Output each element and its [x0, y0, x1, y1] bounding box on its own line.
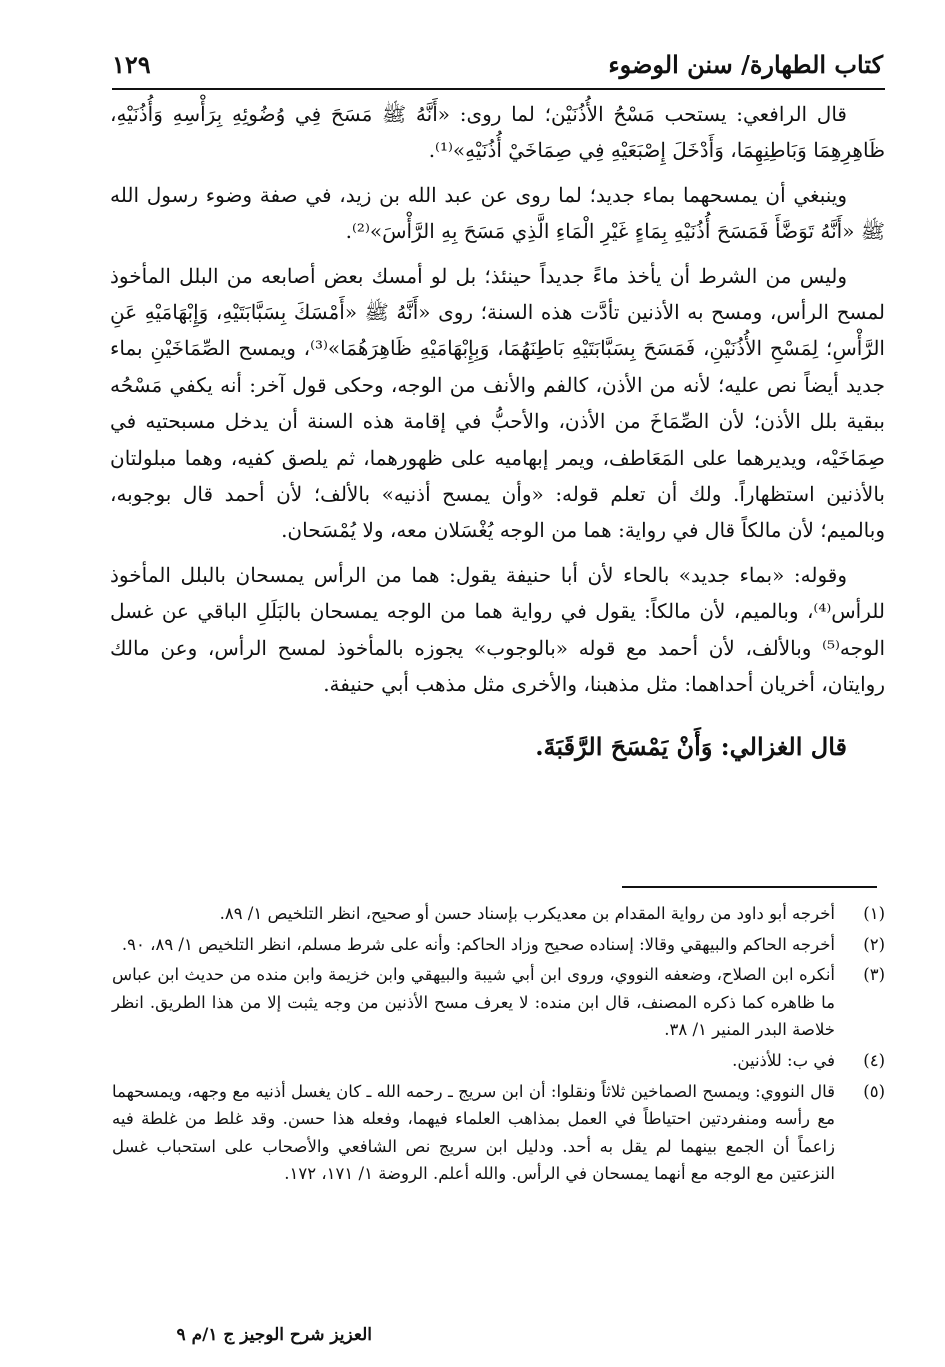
footnote-number: (٤) [863, 1050, 885, 1070]
footnote-text: أنكره ابن الصلاح، وضعفه النووي، وروى ابن أبي شيبة والبيهقي وابن خزيمة وابن منده من حديث ابن عباس ما ظاهره كما ذكره المصنف، قال ابن منده: لا يعرف مسح الأذنين من وجه يثبت إلا من هذا الطريق. انظر خلاصة البدر المنير ١/ ٣٨. [112, 965, 835, 1040]
footnote-3 [112, 961, 885, 1044]
page-number: ١٢٩ [112, 49, 151, 79]
footnote-text: في ب: للأذنين. [732, 1050, 835, 1070]
paragraph-qawluhu: وقوله: «بماء جديد» بالحاء لأن أبا حنيفة يقول: هما من الرأس يمسحان بالبلل المأخوذ للرأس⁽⁴⁾، وبالميم، لأن مالكاً: يقول في رواية هما من الوجه يمسحان بالبَلَلِ الباقي عن غسل الوجه⁽⁵⁾ وبالألف، لأن أحمد مع قوله «بالوجوب» يجوزه بالمأخوذ لمسح الرأس، وعن مالك روايتان، أخريان أحداهما: مثل مذهبنا، والأخرى مثل مذهب أبي حنيفة. [110, 562, 885, 697]
ghazali-heading: قال الغزالي: وَأَنْ يَمْسَحَ الرَّقَبَةَ. [535, 731, 847, 761]
paragraph-rafii: قال الرافعي: يستحب مَسْحُ الأُذُنَيْن؛ لما روى: «أَنَّهُ ﷺ مَسَحَ فِي وُضُوئِهِ بِرَأْسِهِ وَأُذُنَيْهِ، ظَاهِرِهِمَا وَبَاطِنِهِمَا، وَأَدْخَلَ إِصْبَعَيْهِ فِي صِمَاخَيْ أُذُنَيْهِ»⁽¹⁾. [110, 102, 885, 163]
footnote-text: أخرجه أبو داود من رواية المقدام بن معديكرب بإسناد حسن أو صحيح، انظر التلخيص ١/ ٨٩. [219, 904, 835, 923]
footnote-number: (١) [863, 904, 885, 923]
footnote-divider [622, 886, 877, 888]
paragraph-condition: وليس من الشرط أن يأخذ ماءً جديداً حينئذ؛ بل لو أمسك بعض أصابعه من البلل المأخوذ لمسح الرأس، ومسح به الأذنين تأدَّت هذه السنة؛ روى «أَنَّهُ ﷺ «أَمْسَكَ بِسَبَّابَتَيْهِ، وَإِبْهَامَيْهِ عَنِ الرَّأْسِ؛ لِمَسْحِ الأُذُنَيْنِ، فَمَسَحَ بِسَبَّابَتَيْهِ بَاطِنَهُمَا، وَبِإِبْهَامَيْهِ ظَاهِرَهُمَا»⁽³⁾، ويمسح الصِّمَاخَيْنِ بماء جديد أيضاً نص عليه؛ لأنه من الأذن، كالفم والأنف من الوجه، وحكى قول آخر: أنه يكفي مَسْحُه ببقية بلل الأذن؛ لأن الصِّمَاخَ من الأذن، والأحبُّ في إقامة هذه السنة أن يدخل مسبحتيه في صِمَاخَيْه، ويديرهما على المَعَاطف، ويمر إبهاميه على ظهورهما، ثم يلصق كفيه، وهما مبلولتان بالأذنين استظهاراً. ولك أن تعلم قوله: «وأن يمسح أذنيه» بالألف؛ لأن أحمد قال بوجوبه، وبالميم؛ لأن مالكاً قال في رواية: هما من الوجه يُغْسَلان معه، ولا يُمْسَحان. [110, 263, 885, 543]
footnote-number: (٣) [863, 965, 885, 985]
printer-signature: العزيز شرح الوجيز ج ١/م ٩ [176, 1325, 372, 1345]
footnote-5 [112, 1078, 885, 1188]
footnote-text: قال النووي: ويمسح الصماخين ثلاثاً ونقلوا: أن ابن سريج ـ رحمه الله ـ كان يغسل أذنيه مع وجهه، ويمسحهما مع رأسه ومنفردتين احتياطاً في العمل بمذاهب العلماء فيهما، وفعله هذا حسن. وقد غلط من غلطة فيه زاعماً أن الجمع بينهما لم يقل به أحد. ودليل ابن سريج نص الشافعي والأصحاب على استحباب غسل النزعتين مع الوجه مع أنهما يمسحان في الرأس. والله أعلم. الروضة ١/ ١٧١، ١٧٢. [112, 1081, 835, 1184]
header-divider [112, 88, 885, 90]
footnotes [112, 900, 885, 1191]
paragraph-new-water: وينبغي أن يمسحهما بماء جديد؛ لما روى عن عبد الله بن زيد، في صفة وضوء رسول الله ﷺ «أَنَّهُ تَوَضَّأَ فَمَسَحَ أُذُنَيْهِ بِمَاءٍ غَيْرِ الْمَاءِ الَّذِي مَسَحَ بِهِ الرَّأْسَ»⁽²⁾. [110, 182, 885, 244]
footnote-number: (٢) [863, 934, 885, 954]
footnote-1 [112, 900, 885, 928]
chapter-title: كتاب الطهارة/ سنن الوضوء [608, 49, 883, 79]
running-header [112, 40, 883, 88]
footnote-number: (٥) [863, 1081, 885, 1101]
footnote-text: أخرجه الحاكم والبيهقي وقالا: إسناده صحيح وزاد الحاكم: وأنه على شرط مسلم، انظر التلخيص ١/ ٨٩، ٩٠. [121, 934, 835, 954]
footnote-2 [112, 931, 885, 959]
footnote-4 [112, 1047, 885, 1075]
main-text [110, 96, 885, 773]
